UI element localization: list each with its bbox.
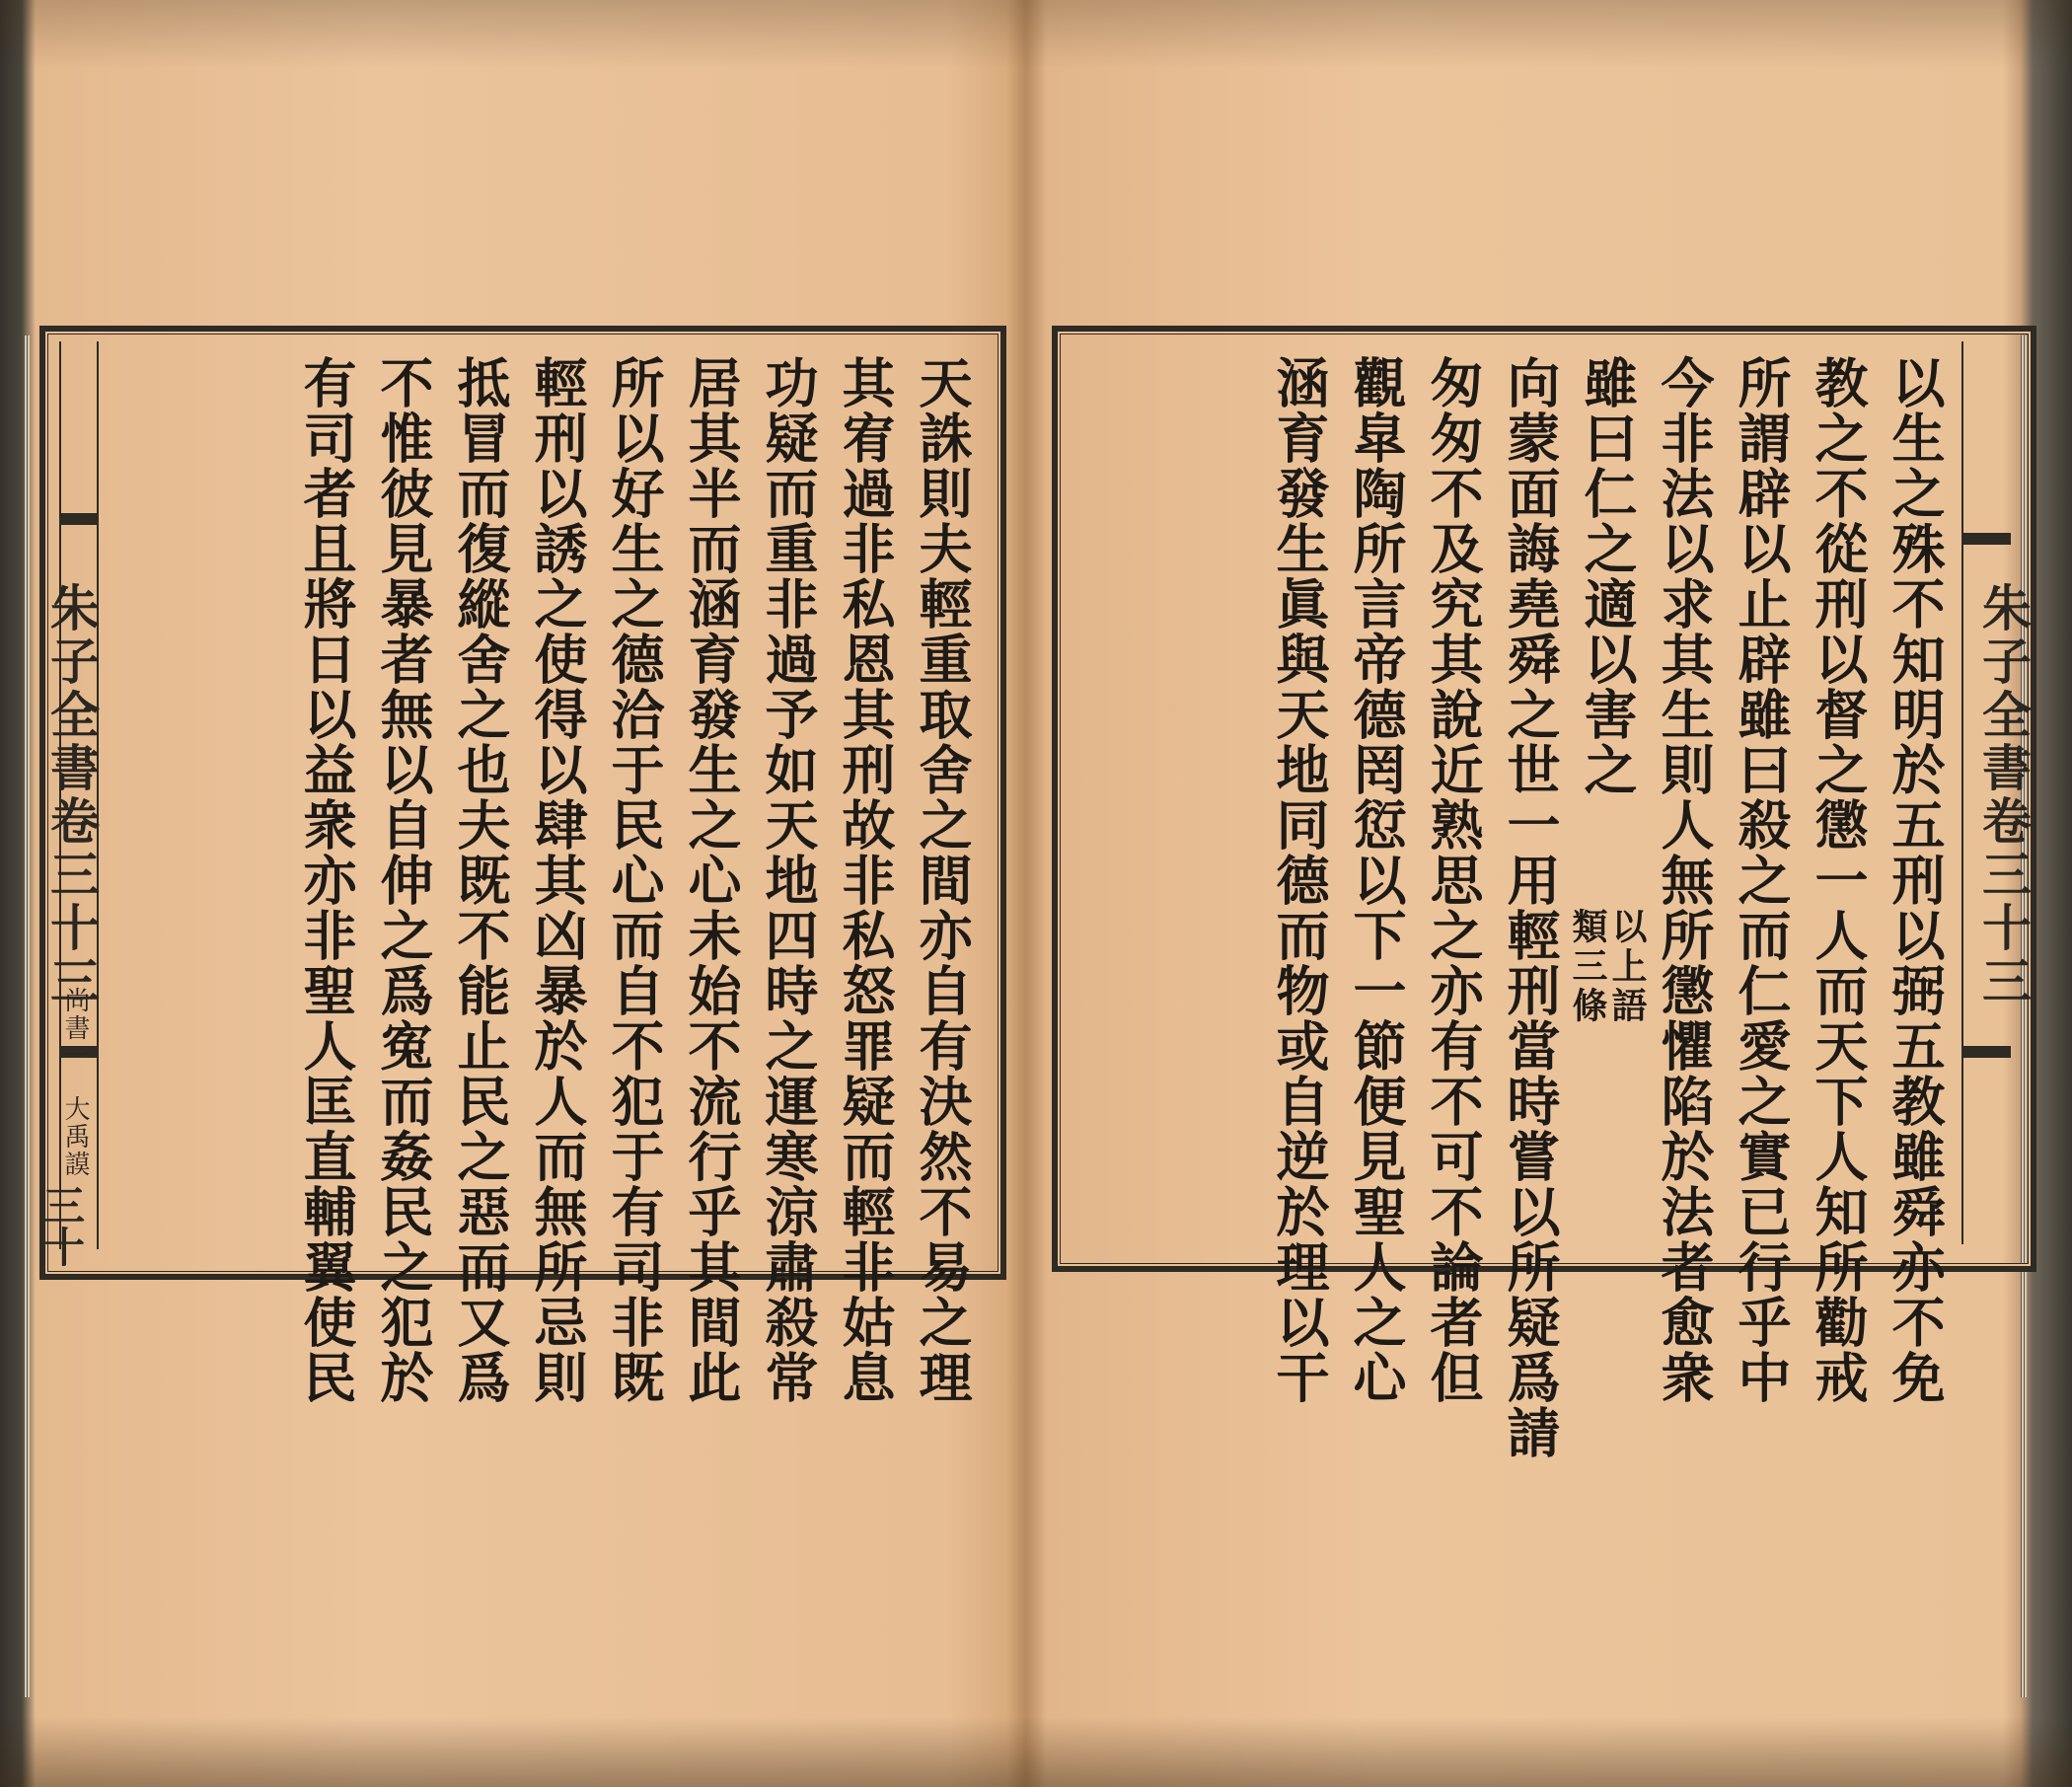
fishtail-band-top <box>61 513 97 525</box>
left-page-text <box>103 355 981 1405</box>
left-column-1: 天誅則夫輕重取舍之間亦自有決然不易之理 <box>911 355 974 1405</box>
paper-shadow-bottom <box>0 1717 2072 1787</box>
right-column-2: 教之不從刑以督之懲一人而天下人知所勸戒 <box>1807 355 1870 1405</box>
right-column-1: 以生之殊不知明於五刑以弼五教雖舜亦不免 <box>1884 355 1947 1405</box>
right-column-4: 今非法以求其生則人無所懲懼陷於法者愈衆 <box>1653 355 1716 1405</box>
page-stack-edge-left <box>24 335 30 1697</box>
book-gutter <box>1006 0 1046 1787</box>
right-column-9: 涵育發生眞與天地同德而物或自逆於理以干 <box>1268 355 1331 1405</box>
left-column-6: 輕刑以誘之使得以肆其凶暴於人而無所忌則 <box>526 355 589 1405</box>
right-fishtail-band-top <box>1963 533 2011 545</box>
left-margin-title: 朱子全書卷三十三 <box>42 582 101 1008</box>
right-column-5-group <box>1569 355 1646 1253</box>
right-page-text <box>1066 355 1954 1460</box>
left-column-5: 所以好生之德洽于民心而自不犯于有司非既 <box>603 355 666 1405</box>
right-column-7: 匆匆不及究其說近熟思之亦有不可不論者但 <box>1422 355 1485 1405</box>
right-column-3: 所謂辟以止辟雖曰殺之而仁愛之實已行乎中 <box>1730 355 1793 1405</box>
right-margin-rule <box>1961 341 1965 1244</box>
left-margin-section: 尚書一 <box>60 987 90 1070</box>
note-line-2: 類三條 <box>1567 908 1608 1026</box>
left-column-2: 其宥過非私恩其刑故非私怒罪疑而輕非姑息 <box>834 355 897 1405</box>
annotation-note <box>1569 908 1646 1026</box>
right-margin-title: 朱子全書卷三十三 <box>1974 582 2033 1008</box>
left-column-3: 功疑而重非過予如天地四時之運寒涼肅殺常 <box>757 355 820 1405</box>
right-column-6: 向蒙面誨堯舜之世一用輕刑當時嘗以所疑爲請 <box>1499 355 1562 1460</box>
right-column-8: 觀皐陶所言帝德罔愆以下一節便見聖人之心 <box>1345 355 1408 1405</box>
right-column-5: 雖曰仁之適以害之 <box>1576 355 1639 797</box>
right-fishtail-band-bottom <box>1963 1046 2011 1058</box>
left-column-7: 抵冒而復縱舍之也夫既不能止民之惡而又爲 <box>449 355 512 1405</box>
left-column-4: 居其半而涵育發生之心未始不流行乎其間此 <box>680 355 743 1405</box>
left-column-9: 有司者且將日以益衆亦非聖人匡直輔翼使民 <box>295 355 358 1405</box>
note-line-1: 以上語 <box>1606 908 1648 1026</box>
left-column-8: 不惟彼見暴者無以自伸之爲寃而姦民之犯於 <box>372 355 435 1405</box>
left-margin-page-number: 三十 <box>37 1184 86 1267</box>
left-margin-chapter: 大禹謨 <box>60 1095 90 1178</box>
